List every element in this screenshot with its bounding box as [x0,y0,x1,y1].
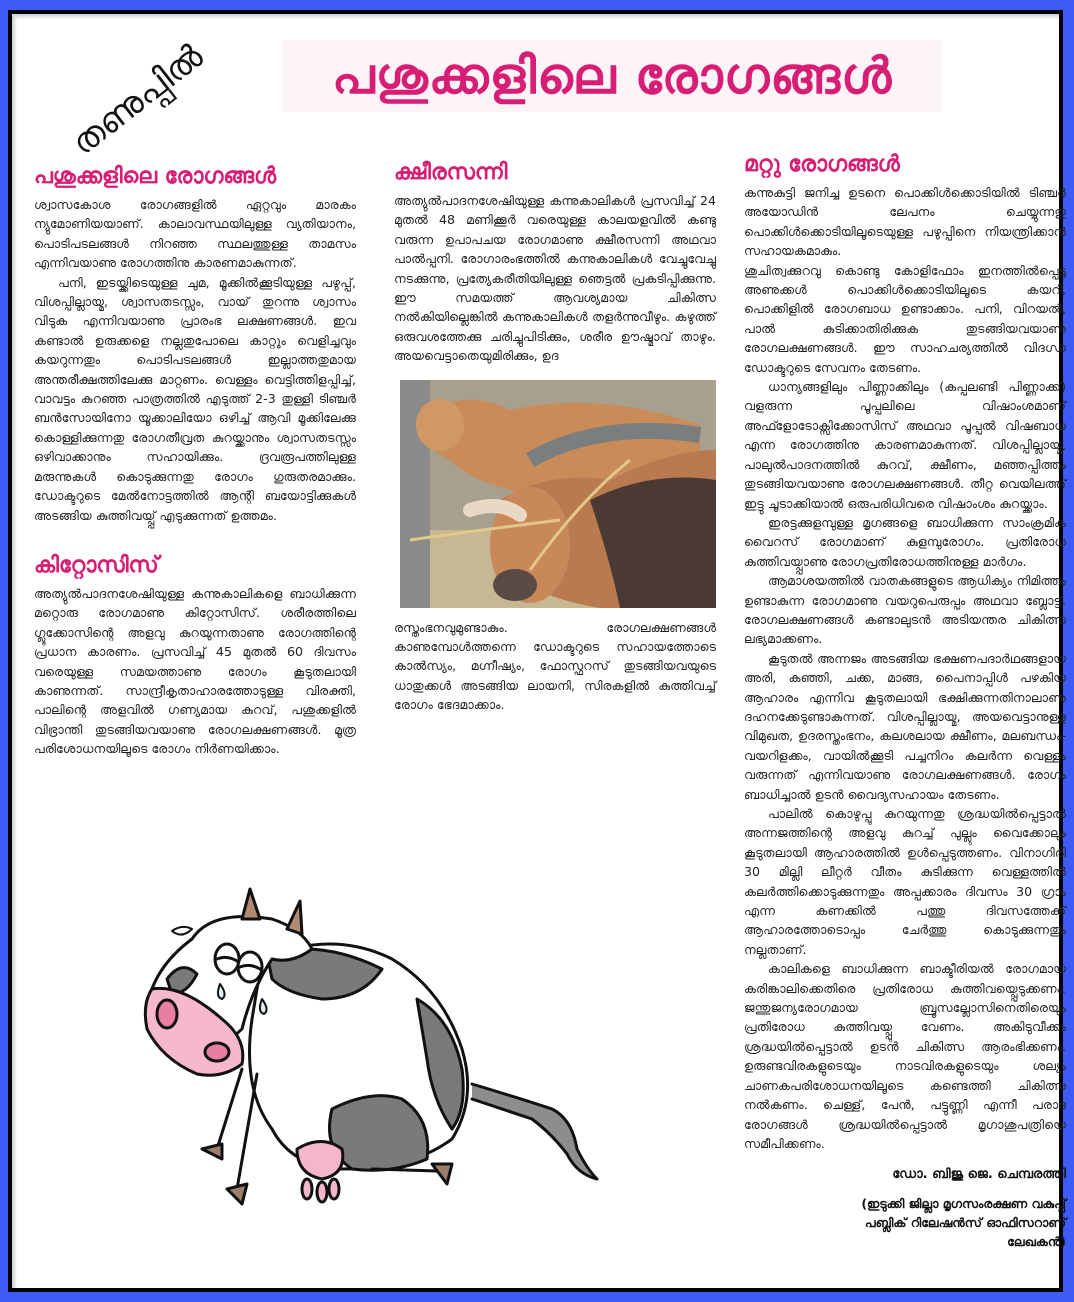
author-note [744,1194,1066,1251]
paragraph: ആമാശയത്തിൽ വാതകങ്ങളുടെ ആധിക്യം നിമിത്തം ഉണ്ടാകുന്ന രോഗമാണു വയറുപെരുപ്പം അഥവാ ബ്ലോട്ട്. രോഗലക്ഷണങ്ങൾ കണ്ടാലുടൻ അടിയന്തര ചികിത്സ ലഭ്യമാക്കണം. [744,573,1066,647]
paragraph: അത്യുൽപാദനശേഷിയുള്ള കന്നുകാലികൾ പ്രസവിച്ച് 24 മുതൽ 48 മണിക്കൂർ വരെയുള്ള കാലയളവിൽ കണ്ടു വരുന്ന ഉപാപചയ രോഗമാണു ക്ഷീരസന്നി അഥവാ പാൽപ്പനി. രോഗാരംഭത്തിൽ കന്നുകാലികൾ വേച്ചുവേച്ചു നടക്കുന്നു, പ്രത്യേകരീതിയിലുള്ള ഞെട്ടൽ പ്രകടിപ്പിക്കുന്നു. ഈ സമയത്ത് ആവശ്യമായ ചികിത്സ നൽകിയില്ലെങ്കിൽ കന്നുകാലികൾ തളർന്നുവീഴും. കഴുത്ത് ഒരുവശത്തേക്കു ചരിച്ചുപിടിക്കും, ശരീര ഊഷ്മാവ് താഴും. അയവെട്ടാതെയുമിരിക്കും, ഉദ [394,193,716,364]
headline: പശുക്കളിലെ രോഗങ്ങൾ [331,46,893,105]
paragraph: ഇരട്ടക്കുളമ്പുള്ള മൃഗങ്ങളെ ബാധിക്കുന്ന സാംക്രമിക വൈറസ് രോഗമാണ് കുളമ്പുരോഗം. പ്രതിരോധ കുത്തിവയ്പ്പാണു രോഗപ്രതിരോധത്തിനുള്ള മാർഗം. [744,514,1066,569]
author-note-line: ലേഖകൻ) [1007,1234,1066,1250]
cow-photo-illustration [400,380,716,608]
paragraph: ശുചിത്വക്കുറവു കൊണ്ടു കോളിഫോം ഇനത്തിൽപ്പെട്ട അണുക്കൾ പൊക്കിൾക്കൊടിയിലൂടെ കയറി, പൊക്കിളിൽ രോഗബാധ ഉണ്ടാക്കാം. പനി, വിറയൽ, പാൽ കുടിക്കാതിരിക്കുക തുടങ്ങിയവയാണു രോഗലക്ഷണങ്ങൾ. ഈ സാഹചര്യത്തിൽ വിദഗ്ധ ഡോക്ടറുടെ സേവനം തേടണം. [744,262,1066,375]
section-title-ketosis: കിറ്റോസിസ് [34,552,159,578]
paragraph: പാലിൽ കൊഴുപ്പു കുറയുന്നതു ശ്രദ്ധയിൽപ്പെട്ടാൽ അന്നജത്തിന്റെ അളവു കുറച്ച് പുല്ലും വൈക്കോലും കൂടുതലായി ആഹാരത്തിൽ ഉൾപ്പെടുത്തണം. വിനാഗിരി 30 മില്ലി ലീറ്റർ വീതം കുടിക്കുന്ന വെള്ളത്തിൽ കലർത്തിക്കൊടുക്കുന്നതും അപ്പക്കാരം ദിവസം 30 ഗ്രാം എന്ന കണക്കിൽ പത്തു ദിവസത്തേക്ക് ആഹാരത്തോടൊപ്പം ചേർത്തു കൊടുക്കുന്നതും നല്ലതാണ്. [744,806,1066,957]
section-title-milk-fever: ക്ഷീരസന്നി [394,160,508,185]
newspaper-page [8,10,1066,1292]
middle-column [394,160,716,715]
paragraph: കൂടുതൽ അന്നജം അടങ്ങിയ ഭക്ഷണപദാർഥങ്ങളായ അരി, കഞ്ഞി, ചക്ക, മാങ്ങ, പൈനാപ്പിൾ പഴകിയ ആഹാരം എന്നിവ കൂടുതലായി ഭക്ഷിക്കുന്നതിനാലാണു ദഹനക്കേടുണ്ടാകുന്നത്. വിശപ്പില്ലായ്മ, അയവെട്ടാനുള്ള വിമുഖത, ഉദരസ്തംഭനം, കലശലായ ക്ഷീണം, മലബന്ധം-വയറിളക്കം, വായിൽക്കൂടി പച്ചനിറം കലർന്ന വെള്ളം വരുന്നത് എന്നിവയാണു രോഗലക്ഷണങ്ങൾ. രോഗം ബാധിച്ചാൽ ഉടൻ വൈദ്യസഹായം തേടണം. [744,650,1066,802]
paragraph: ധാന്യങ്ങളിലും പിണ്ണാക്കിലും (കപ്പലണ്ടി പിണ്ണാക്ക്) വളരുന്ന പൂപ്പലിലെ വിഷാംശമാണ് അഫ്ളോടോക്സിക്കോസിസ് അഥവാ പൂപ്പൽ വിഷബാധ എന്ന രോഗത്തിനു കാരണമാകുന്നത്. വിശപ്പില്ലായ്മ, പാലുൽപാദനത്തിൽ കുറവ്, ക്ഷീണം, മഞ്ഞപ്പിത്തം തുടങ്ങിയവയാണു രോഗലക്ഷണങ്ങൾ. തീറ്റ വെയിലത്ത് ഇട്ടു ചൂടാക്കിയാൽ ഒരുപരിധിവരെ വിഷാംശം കുറയ്ക്കാം. [744,379,1066,511]
paragraph: രസ്തംഭനവുമുണ്ടാകും. രോഗലക്ഷണങ്ങൾ കാണുമ്പോൾത്തന്നെ ഡോക്ടറുടെ സഹായത്തോടെ കാൽസ്യം, മഗ്നീഷ്യം, ഫോസ്ഫറസ് തുടങ്ങിയവയുടെ ധാതുക്കൾ അടങ്ങിയ ലായനി, സിരകളിൽ കുത്തിവച്ച് രോഗം ഭേദമാക്കാം. [394,619,716,713]
paragraph: പനി, ഇടയ്ക്കിടെയുള്ള ചുമ, മൂക്കിൽക്കൂടിയുള്ള പഴുപ്പ്, വിശപ്പില്ലായ്മ, ശ്വാസതടസ്സം, വായ് തുറന്നു ശ്വാസം വിടുക എന്നിവയാണു പ്രാരംഭ ലക്ഷണങ്ങൾ. ഇവ കണ്ടാൽ ഉരുക്കളെ നല്ലതുപോലെ കാറ്റും വെളിച്ചവും കയറുന്നതും പൊടിപടലങ്ങൾ ഇല്ലാത്തതുമായ അന്തരീക്ഷത്തിലേക്കു മാറ്റണം. വെള്ളം വെട്ടിത്തിളപ്പിച്ച്, വാവട്ടം കുറഞ്ഞ പാത്രത്തിൽ എടുത്ത് 2-3 തുള്ളി ടിഞ്ചർ ബൻസോയിനോ യൂക്കാലിയോ ഒഴിച്ച് ആവി മൂക്കിലേക്കു കൊള്ളിക്കുന്നതു രോഗതീവ്രത കുറയ്ക്കാനും ശ്വാസതടസ്സം ഒഴിവാക്കാനും സഹായിക്കും. ദ്രവരൂപത്തിലുള്ള മരുന്നുകൾ കൊടുക്കുന്നതു രോഗം ഗുരുതരമാക്കും. ഡോക്ടറുടെ മേൽനോട്ടത്തിൽ ആന്റി ബയോട്ടിക്കുകൾ അടങ്ങിയ കുത്തിവയ്പ്പ് എടുക്കുന്നത് ഉത്തമം. [34,274,356,523]
left-column [34,164,356,759]
kicker-label: തണുപ്പിൽ [64,36,211,164]
section-title-respiratory: പശുക്കളിലെ രോഗങ്ങൾ [34,164,277,189]
paragraph: കന്നുകുട്ടി ജനിച്ച ഉടനെ പൊക്കിൾക്കൊടിയിൽ ടിഞ്ചർ അയോഡിൻ ലേപനം ചെയ്യുന്നതു പൊക്കിൾക്കൊടിയിലൂടെയുള്ള പഴുപ്പിനെ നിയന്ത്രിക്കാൻ സഹായകമാകും. [744,185,1066,259]
section-title-other-diseases: മറ്റു രോഗങ്ങൾ [744,152,900,177]
author-byline: ഡോ. ബിജു ജെ. ചെമ്പരത്തി [892,1167,1066,1183]
author-note-line: പബ്ലിക് റിലേഷൻസ് ഓഫിസറാണ് [864,1215,1066,1231]
right-column [744,152,1066,1251]
paragraph: അത്യുൽപാദനശേഷിയുള്ള കന്നുകാലികളെ ബാധിക്കുന്ന മറ്റൊരു രോഗമാണു കിറ്റോസിസ്. ശരീരത്തിലെ ഗ്ലൂക്കോസിന്റെ അളവു കുറയുന്നതാണു രോഗത്തിന്റെ പ്രധാന കാരണം. പ്രസവിച്ച് 45 മുതൽ 60 ദിവസം വരെയുള്ള സമയത്താണു രോഗം കൂടുതലായി കാണുന്നത്. സാന്ദ്രീകൃതാഹാരത്തോടുള്ള വിരക്തി, പാലിന്റെ അളവിൽ ഗണ്യമായ കുറവ്, പശുക്കളിൽ വിഭ്രാന്തി തുടങ്ങിയവയാണു രോഗലക്ഷണങ്ങൾ. മൂത്ര പരിശോധനയിലൂടെ രോഗം നിർണയിക്കാം. [34,585,356,757]
paragraph: ശ്വാസകോശ രോഗങ്ങളിൽ ഏറ്റവും മാരകം ന്യുമോണിയയാണ്. കാലാവസ്ഥയിലുള്ള വ്യതിയാനം, പൊടിപടലങ്ങൾ നിറഞ്ഞ സ്ഥലത്തുള്ള താമസം എന്നിവയാണു രോഗത്തിനു കാരണമാകുന്നത്. [34,197,356,271]
sick-cow-cartoon [72,849,652,1219]
paragraph: കാലികളെ ബാധിക്കുന്ന ബാക്ടീരിയൽ രോഗമായ കരിങ്കാലിക്കെതിരെ പ്രതിരോധ കുത്തിവയ്പ്പെടുക്കണം. ജന്തുജന്യരോഗമായ ബ്രൂസല്ലോസിനെതിരെയും പ്രതിരോധ കുത്തിവയ്പ്പു വേണം. അകിടുവീക്കം ശ്രദ്ധയിൽപ്പെട്ടാൽ ഉടൻ ചികിത്സ ആരംഭിക്കണം. ഉരുണ്ടവിരകളുടെയും നാടവിരകളുടെയും ശല്യം ചാണകപരിശോധനയിലൂടെ കണ്ടെത്തി ചികിത്സ നൽകണം. ചെള്ള്, പേൻ, പട്ടുണ്ണി എന്നീ പരാദ രോഗങ്ങൾ ശ്രദ്ധയിൽപ്പെട്ടാൽ മൃഗാശുപത്രിയെ സമീപിക്കണം. [744,961,1066,1151]
author-note-line: (ഇടുക്കി ജില്ലാ മൃഗസംരക്ഷണ വകുപ്പ് [861,1196,1066,1212]
masthead [282,40,942,112]
two-cows-photo [400,380,716,608]
